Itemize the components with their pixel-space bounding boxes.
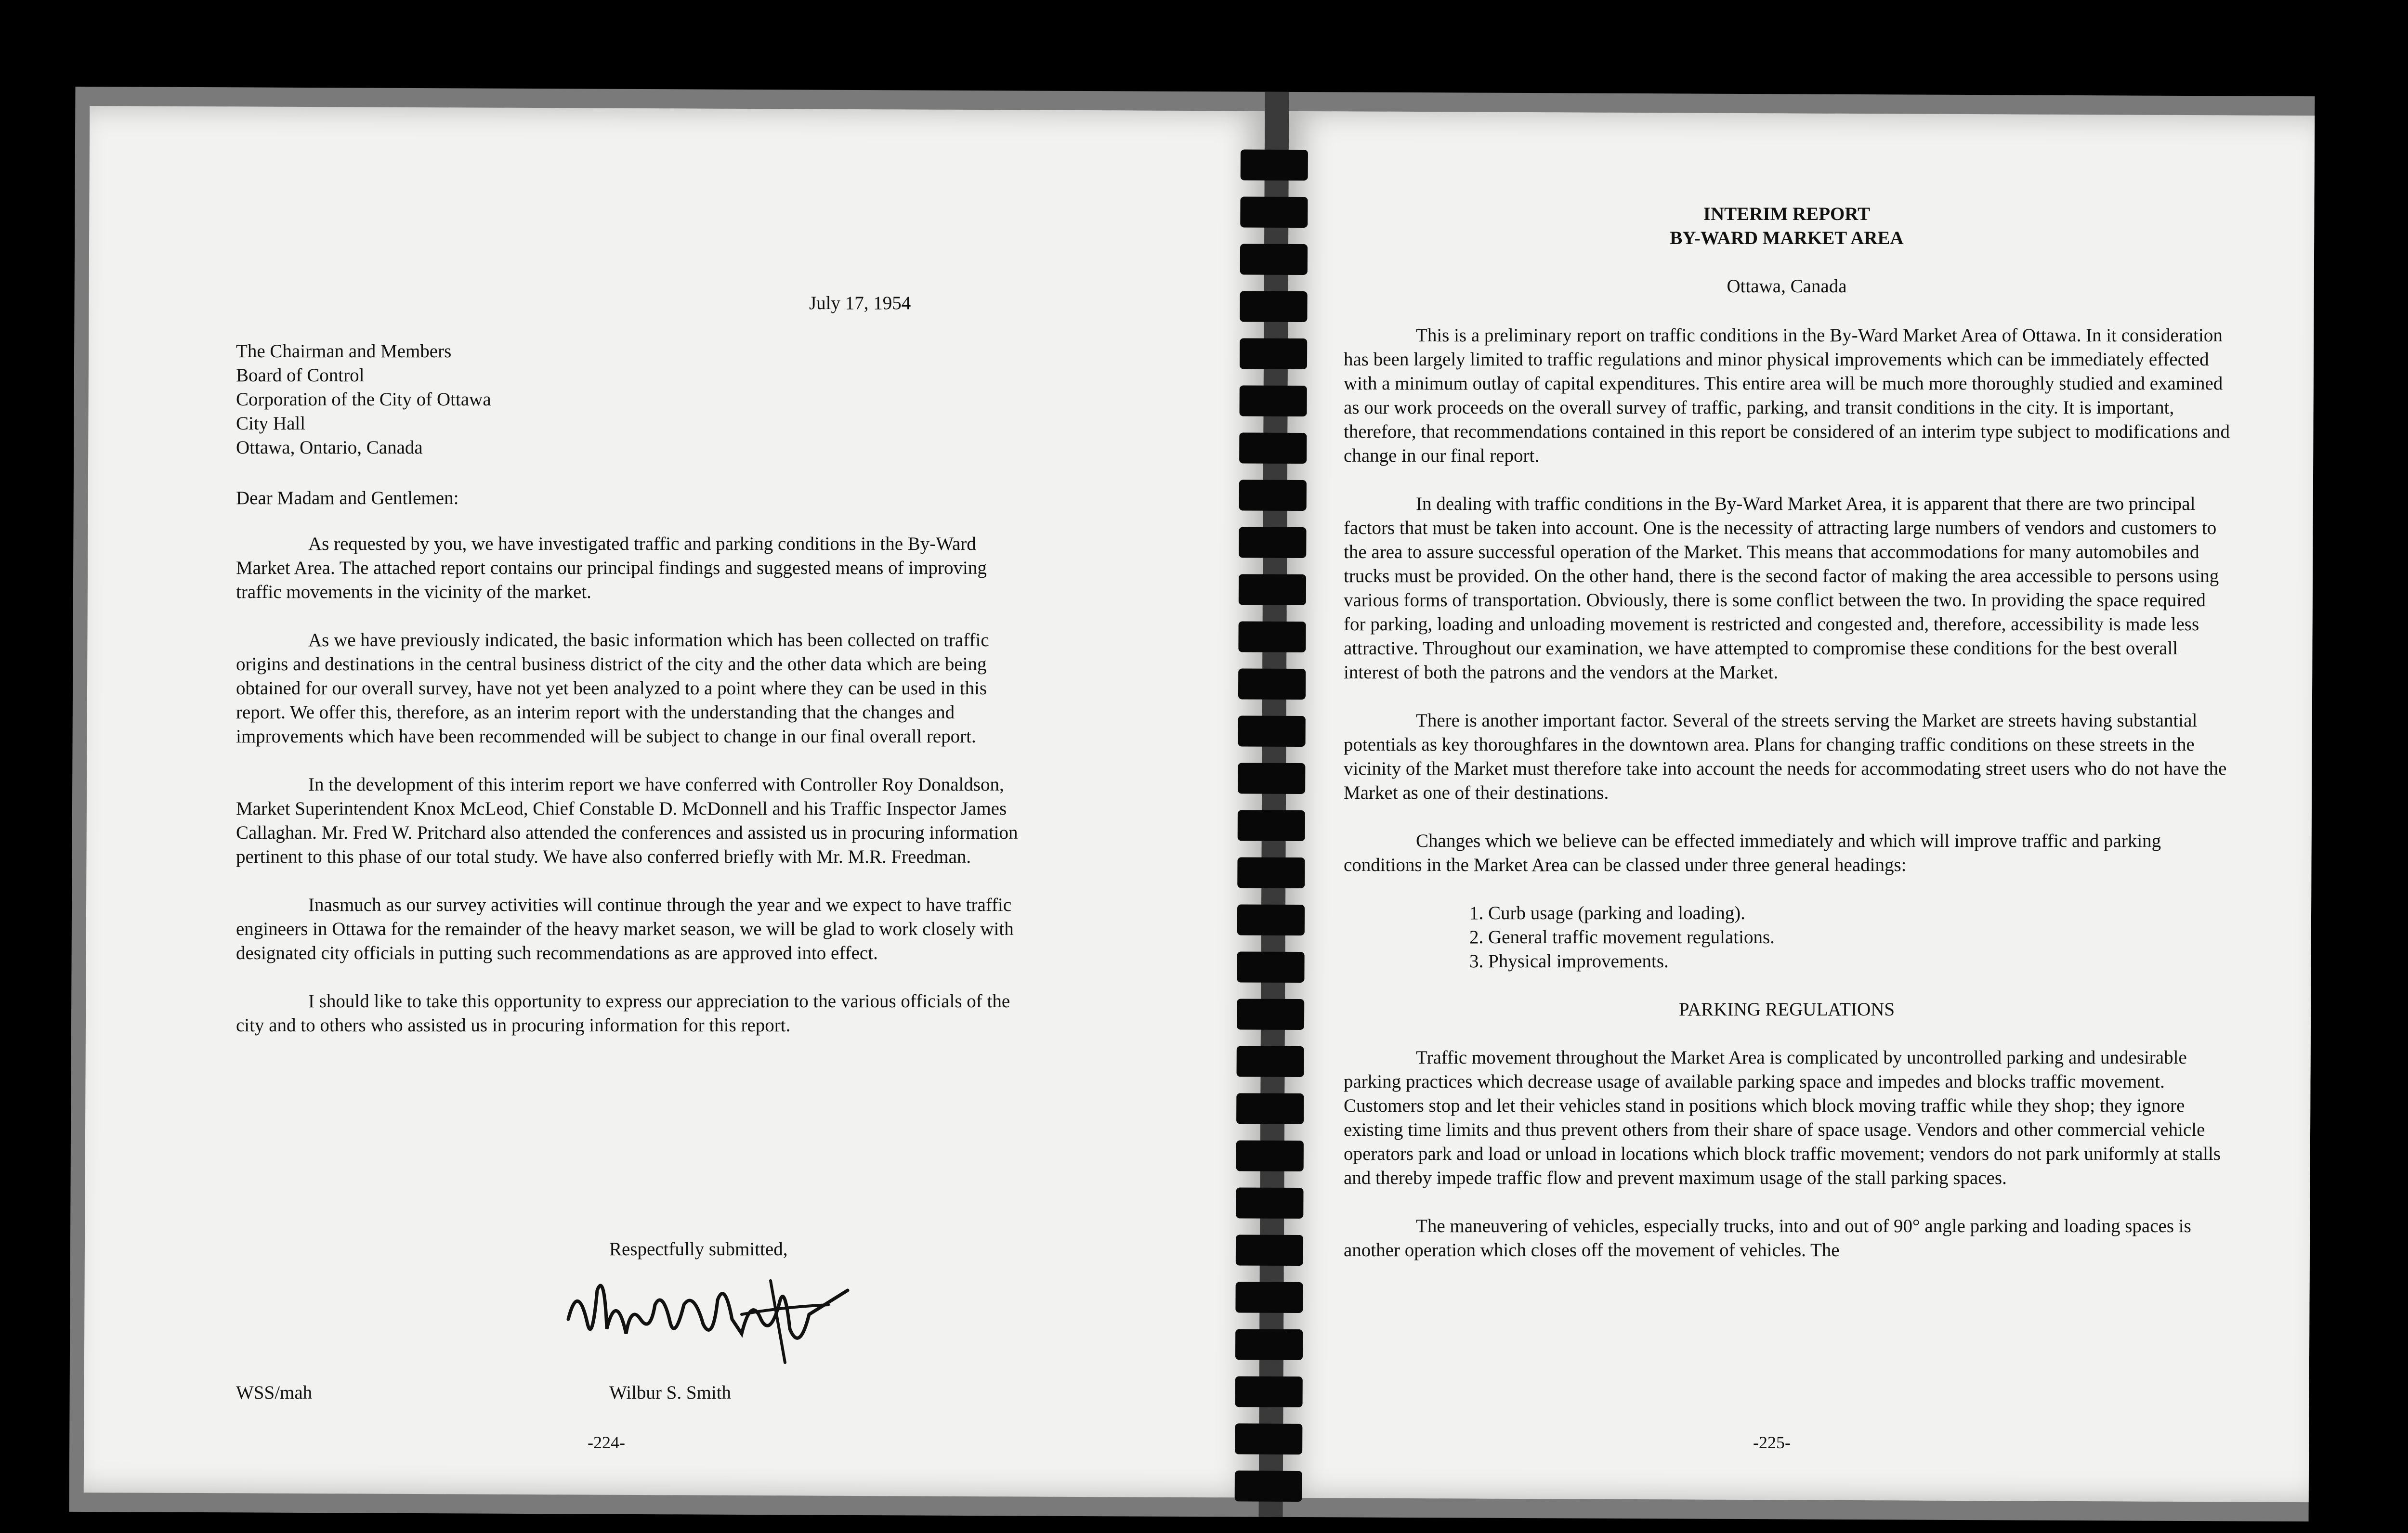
binding-ring bbox=[1237, 951, 1304, 983]
address-line: City Hall bbox=[236, 413, 306, 434]
binding-ring bbox=[1238, 763, 1305, 794]
binding-ring bbox=[1235, 1423, 1302, 1455]
binding-ring bbox=[1236, 1234, 1303, 1266]
list-item: 1. Curb usage (parking and loading). bbox=[1488, 901, 2230, 925]
letter-paragraph: As we have previously indicated, the basic information which has been collected on traffic origins and destinations in the central business district of the city and the other data which are being obtained for our overall survey, have not yet been analyzed to a point where they can be used in this report. We offer this, therefore, as an interim report with the understanding that the changes and improvements which have been recommended will be subject to change in our final overall report. bbox=[236, 630, 989, 747]
binding-ring bbox=[1237, 999, 1304, 1030]
binding-ring bbox=[1236, 1140, 1304, 1171]
binding-ring bbox=[1238, 668, 1306, 700]
closing: Respectfully submitted, bbox=[609, 1239, 788, 1260]
address-line: The Chairman and Members bbox=[236, 341, 452, 362]
report-paragraph: Changes which we believe can be effected immediately and which will improve traffic and parking conditions in the Market Area can be classed under three general headings: bbox=[1344, 831, 2161, 875]
page-number-left: -224- bbox=[588, 1433, 625, 1452]
binding-ring bbox=[1239, 432, 1307, 464]
report-paragraph: In dealing with traffic conditions in the By-Ward Market Area, it is apparent that there are two principal factors that must be taken into account. One is the necessity of attracting large numbers of vendors and customers to the area to assure successful operation of the Market. This means that accommodations for many automobiles and trucks must be provided. On the other hand, there is the second factor of making the area accessible to persons using various forms of transportation. Obviously, there is some conflict between the two. In providing the space required for parking, loading and unloading movement is restricted and congested and, therefore, accessibility is made less attractive. Throughout our examination, we have attempted to compromise these conditions for the best overall interest of both the patrons and the vendors at the Market. bbox=[1344, 494, 2219, 683]
initials: WSS/mah bbox=[236, 1382, 313, 1403]
headings-list bbox=[1344, 901, 2230, 974]
page-number-right: -225- bbox=[1753, 1433, 1791, 1452]
section-heading: PARKING REGULATIONS bbox=[1678, 999, 1895, 1020]
letter-paragraph: Inasmuch as our survey activities will continue through the year and we expect to have traffic engineers in Ottawa for the remainder of the heavy market season, we will be glad to work closely with designated city officials in putting such recommendations as are approved into effect. bbox=[236, 895, 1014, 963]
binding-ring bbox=[1240, 196, 1308, 228]
binding-ring bbox=[1235, 1282, 1303, 1313]
binding-ring bbox=[1240, 338, 1307, 369]
list-item: 3. Physical improvements. bbox=[1488, 949, 2230, 974]
binding-ring bbox=[1240, 291, 1307, 322]
report-paragraph: The maneuvering of vehicles, especially trucks, into and out of 90° angle parking and loading spaces is another operation which closes off the movement of vehicles. The bbox=[1344, 1216, 2191, 1260]
binding-ring bbox=[1239, 527, 1306, 558]
report-paragraph: There is another important factor. Several of the streets serving the Market are streets having substantial potentials as key thoroughfares in the downtown area. Plans for changing traffic conditions on these streets in the vicinity of the Market must therefore take into account the needs for accommodating street users who do not have the Market as one of their destinations. bbox=[1344, 710, 2227, 803]
binding-ring bbox=[1238, 810, 1305, 841]
handwritten-signature bbox=[559, 1261, 867, 1372]
letter-paragraph: I should like to take this opportunity to express our appreciation to the various officials of the city and to others who assisted us in procuring information for this report. bbox=[236, 991, 1010, 1036]
list-item: 2. General traffic movement regulations. bbox=[1488, 925, 2230, 949]
binding-ring bbox=[1236, 1093, 1304, 1124]
address-line: Ottawa, Ontario, Canada bbox=[236, 437, 423, 458]
recipient-address bbox=[236, 339, 814, 460]
address-line: Corporation of the City of Ottawa bbox=[236, 389, 491, 410]
binding-ring bbox=[1240, 244, 1308, 275]
binding-ring bbox=[1241, 149, 1308, 181]
binding-ring bbox=[1237, 1046, 1304, 1077]
binding-ring bbox=[1239, 480, 1307, 511]
binding-ring bbox=[1235, 1329, 1303, 1360]
address-line: Board of Control bbox=[236, 365, 365, 386]
signer-name: Wilbur S. Smith bbox=[609, 1382, 732, 1403]
binding-ring bbox=[1235, 1376, 1303, 1407]
report-body bbox=[1344, 324, 2230, 1286]
report-title-line1: INTERIM REPORT bbox=[1703, 204, 1871, 224]
report-location: Ottawa, Canada bbox=[1727, 276, 1847, 297]
binding-ring bbox=[1236, 1187, 1303, 1219]
binding-ring bbox=[1238, 715, 1306, 747]
binding-ring bbox=[1237, 857, 1305, 888]
report-title-line2: BY-WARD MARKET AREA bbox=[1670, 228, 1904, 248]
report-title bbox=[1546, 202, 2028, 250]
binding-ring bbox=[1235, 1470, 1302, 1502]
letter-body bbox=[236, 532, 1019, 1062]
binding-ring bbox=[1239, 574, 1306, 605]
letter-date: July 17, 1954 bbox=[809, 293, 911, 313]
binding-ring bbox=[1238, 621, 1306, 652]
report-paragraph: This is a preliminary report on traffic conditions in the By-Ward Market Area of Ottawa. In it consideration has been largely limited to traffic regulations and minor physical improvements which can be immediately effected with a minimum outlay of capital expenditures. This entire area will be much more thoroughly studied and examined as our work proceeds on the overall survey of traffic, parking, and transit conditions in the city. It is important, therefore, that recommendations contained in this report be considered of an interim type subject to modifications and change in our final report. bbox=[1344, 325, 2230, 466]
binding-ring bbox=[1237, 904, 1305, 935]
salutation: Dear Madam and Gentlemen: bbox=[236, 488, 459, 508]
letter-paragraph: As requested by you, we have investigated traffic and parking conditions in the By-Ward Market Area. The attached report contains our principal findings and suggested means of improving traffic movements in the vicinity of the market. bbox=[236, 533, 987, 602]
binding-ring bbox=[1240, 385, 1307, 416]
report-paragraph: Traffic movement throughout the Market Area is complicated by uncontrolled parking and undesirable parking practices which decrease usage of available parking space and impedes and blocks traffic movement. Customers stop and let their vehicles stand in positions which block moving traffic while they shop; they ignore existing time limits and thus prevent others from their share of space usage. Vendors and other commercial vehicle operators park and load or unload in locations which block traffic movement; vendors do not park uniformly at stalls and thereby impede traffic flow and prevent maximum usage of the stall parking spaces. bbox=[1344, 1047, 2221, 1188]
letter-paragraph: In the development of this interim report we have conferred with Controller Roy Donaldson, Market Superintendent Knox McLeod, Chief Constable D. McDonnell and his Traffic Inspector James Callaghan. Mr. Fred W. Pritchard also attended the conferences and assisted us in procuring information pertinent to this phase of our total study. We have also conferred briefly with Mr. M.R. Freedman. bbox=[236, 774, 1018, 867]
